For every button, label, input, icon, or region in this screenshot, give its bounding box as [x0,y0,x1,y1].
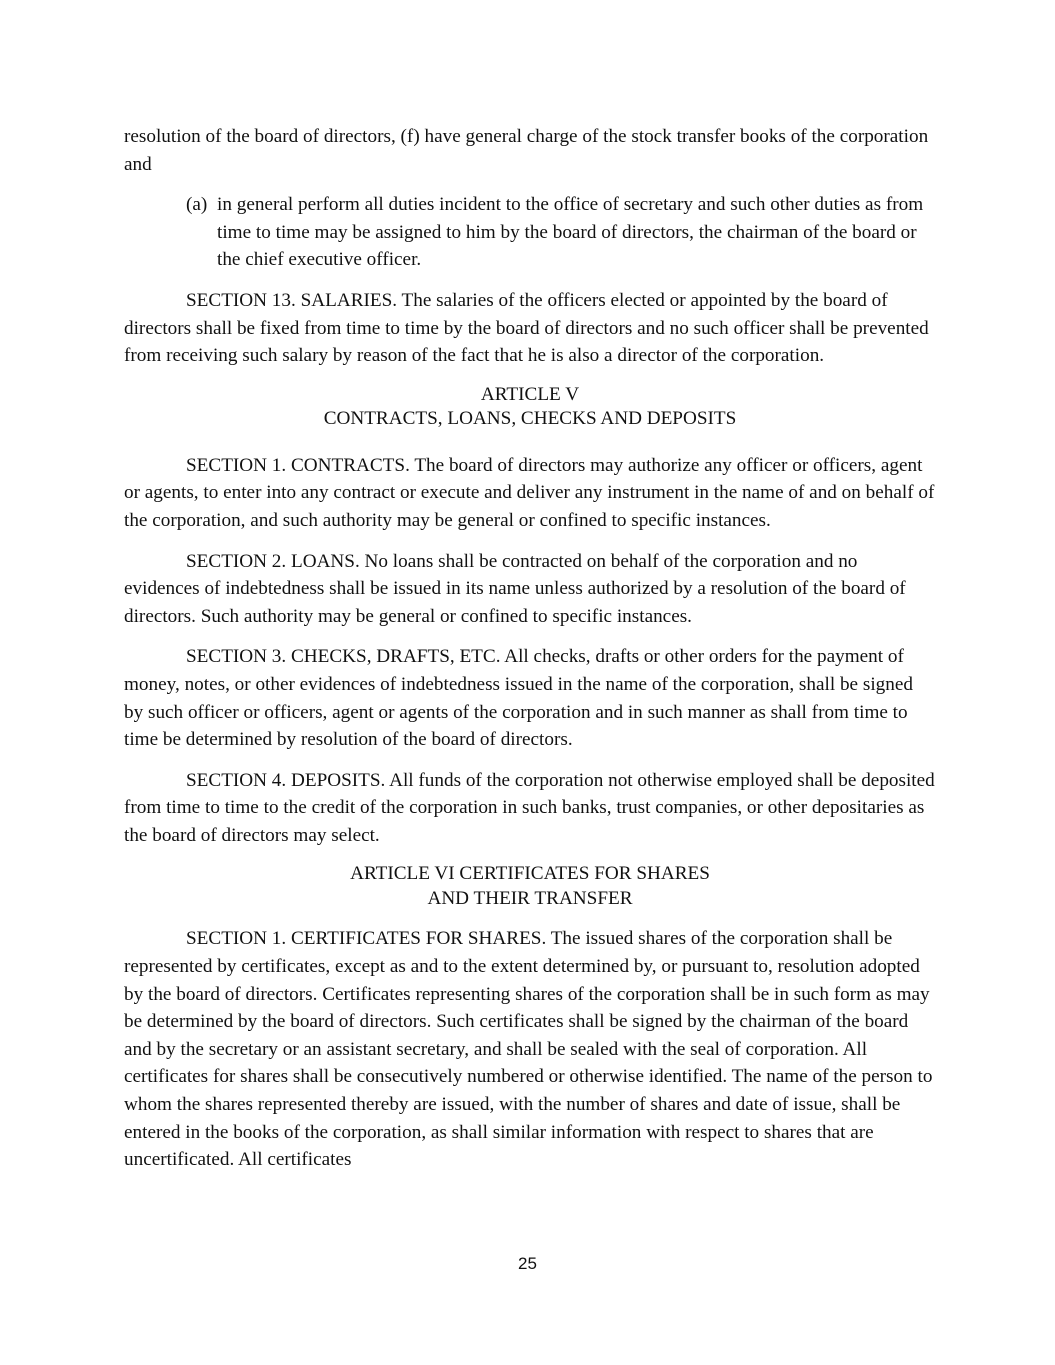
page-number: 25 [518,1254,537,1273]
section-13-salaries: SECTION 13. SALARIES. The salaries of the officers elected or appointed by the board of directors shall be fixed from time to time by the board of directors and no such officer shall be prevented from receiving such salary by reason of the fact that he is also a director of the corporation. [124,289,929,367]
article-v-subtitle: CONTRACTS, LOANS, CHECKS AND DEPOSITS [323,408,737,430]
article-vi-subtitle: AND THEIR TRANSFER [427,887,633,909]
article-v-section-2-loans: SECTION 2. LOANS. No loans shall be contracted on behalf of the corporation and no evidences of indebtedness shall be issued in its name unless authorized by a resolution of the board of directors. Such authority may be general or confined to specific instances. [124,550,906,627]
article-v-title: ARTICLE V [480,383,580,405]
intro-paragraph: resolution of the board of directors, (f) have general charge of the stock transfer books of the corporation and [124,126,929,175]
list-marker: (a) [186,194,208,216]
article-v-section-4-deposits: SECTION 4. DEPOSITS. All funds of the corporation not otherwise employed shall be deposited from time to time to the credit of the corporation in such banks, trust companies, or other depositaries as the board of directors may select. [124,769,935,846]
article-vi-title: ARTICLE VI CERTIFICATES FOR SHARES [350,863,710,885]
article-v-section-1-contracts: SECTION 1. CONTRACTS. The board of directors may authorize any officer or officers, agent or agents, to enter into any contract or execute and deliver any instrument in the name of and on behalf of the corporation, and such authority may be general or confined to specific instances. [124,454,935,531]
list-item-text: in general perform all duties incident to the office of secretary and such other duties as from time to time may be assigned to him by the board of directors, the chairman of the board or the chief executive officer. [217,194,924,271]
document-page [124,123,936,1187]
list-item [124,191,936,274]
article-v-section-3-checks: SECTION 3. CHECKS, DRAFTS, ETC. All checks, drafts or other orders for the payment of money, notes, or other evidences of indebtedness issued in the name of the corporation, shall be signed by such officer or officers, agent or agents of the corporation and in such manner as shall from time to time be determined by resolution of the board of directors. [124,646,913,751]
article-v-heading [124,383,936,432]
article-vi-heading [124,862,936,911]
article-vi-section-1-certificates: SECTION 1. CERTIFICATES FOR SHARES. The issued shares of the corporation shall be represented by certificates, except as and to the extent determined by, or pursuant to, resolution adopted by the board of directors. Certificates representing shares of the corporation shall be in such form as may be determined by the board of directors. Such certificates shall be signed by the chairman of the board and by the secretary or an assistant secretary, and shall be sealed with the seal of corporation. All certificates for shares shall be consecutively numbered or otherwise identified. The name of the person to whom the shares represented thereby are issued, with the number of shares and date of issue, shall be entered in the books of the corporation, as shall similar information with respect to shares that are uncertificated. All certificates [124,928,933,1171]
